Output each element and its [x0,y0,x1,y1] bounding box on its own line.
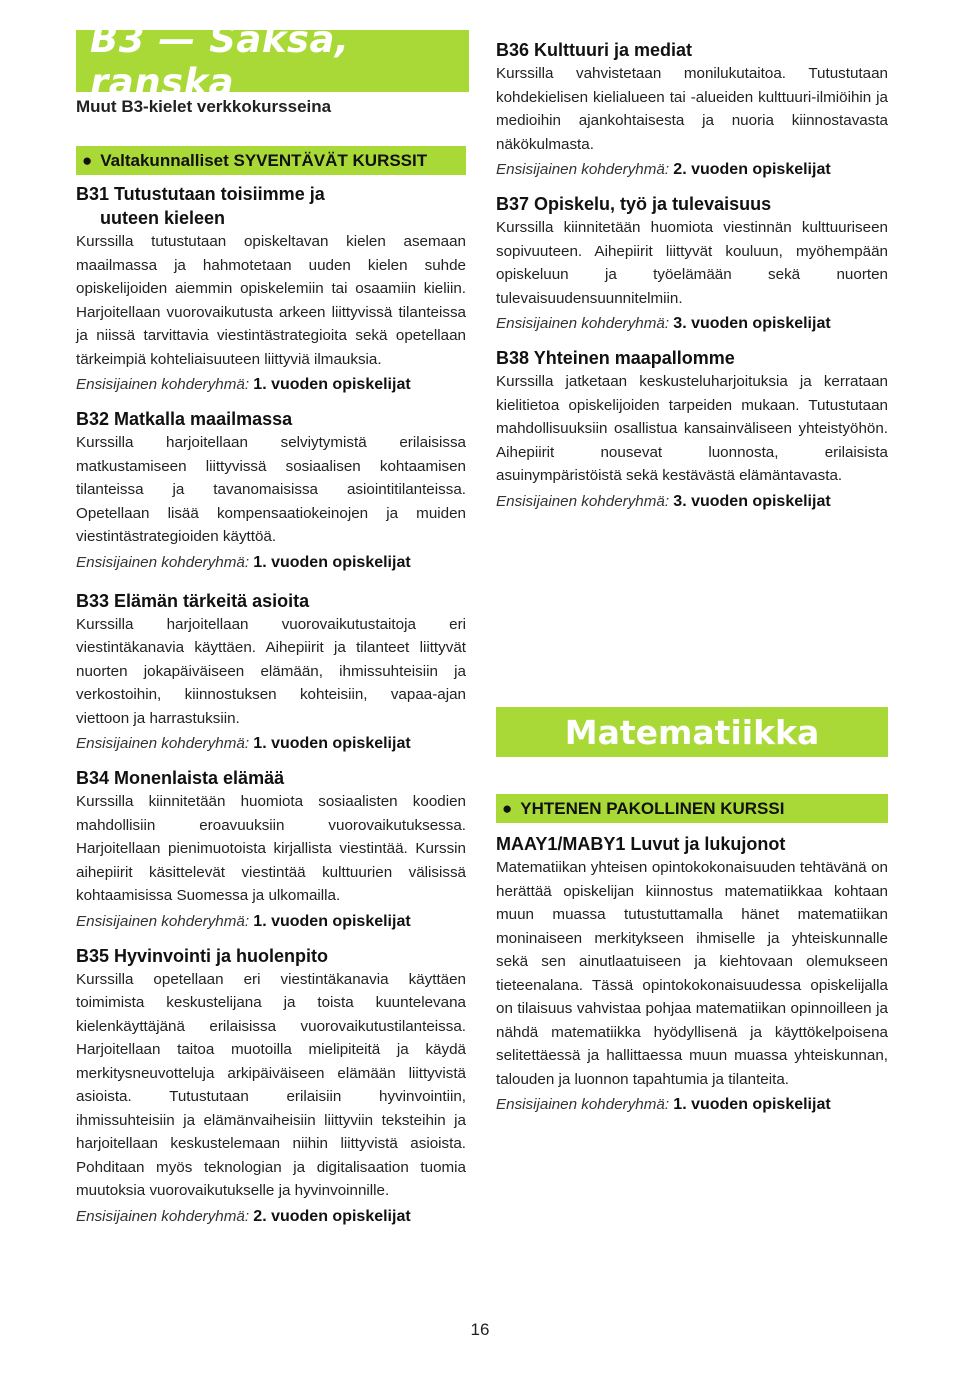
course-title: B35 Hyvinvointi ja huolenpito [76,945,329,966]
course-b38 [496,346,888,514]
course-target [76,551,466,575]
bullet-icon: ● [82,150,93,170]
banner-title: B3 — Saksa, ranska [90,18,350,104]
course-target [76,373,466,397]
course-b34 [76,766,466,934]
math-section [496,794,888,1117]
course-description: Kurssilla kiinnitetään huomiota viestinnän kulttuuriseen sopivuuteen. Aihepiirit liittyvät kouluun, myöhempään opiskeluun ja työelämään sekä nuorten tulevaisuudensuunnitelmiin. [496,219,888,307]
page-number: 16 [470,1320,490,1339]
course-target [76,1205,466,1229]
course-target [496,158,888,182]
section-header-label: Valtakunnalliset SYVENTÄVÄT KURSSIT [100,150,428,170]
target-label: Ensisijainen kohderyhmä: [496,1096,670,1113]
course-description: Kurssilla harjoitellaan vuorovaikutustaitoja eri viestintäkanavia käyttäen. Aihepiirit ja tilanteet liittyvät nuorten jokapäiväiseen elämään, ihmissuhteisiin ja verkostoihin, kiinnostuksen kohteisiin, vapaa-ajan viettoon ja harrastuksiin. [76,615,466,727]
course-title: B38 Yhteinen maapallomme [496,348,735,368]
target-label: Ensisijainen kohderyhmä: [76,912,250,930]
course-description: Kurssilla harjoitellaan selviytymistä erilaisissa matkustamiseen liittyvissä sosiaalisen kohtaamisen tilanteissa ja tavanomaisissa asiointitilanteissa. Opetellaan lisää kompensaatiokeinojen ja muiden viestintästrategioiden käyttöä. [76,434,466,545]
section-header-pakollinen [496,794,888,823]
course-b35 [76,944,466,1229]
math-banner [496,707,888,757]
course-title-line: B31 Tutustutaan toisiimme ja [76,184,325,204]
course-title [76,182,466,230]
course-target [496,490,888,514]
course-target [496,312,888,336]
course-description: Matematiikan yhteisen opintokokonaisuuden tehtävänä on herättää opiskelijan kiinnostus matematiikkaa kohtaan muun muassa tutustuttamalla hänet matematiikan moninaiseen merkitykseen ihmiselle ja yhteiskunnalle sekä sen ainutlaatuiseen ja kiehtovaan olemukseen tieteenalana. Tässä opintokokonaisuudessa opiskelijalla on tilaisuus vahvistaa pohjaa matematiikan opinnoilleen ja nähdä matematiikka hyödyllisenä ja käyttökelpoisena selitettäessä ja hallittaessa muun muassa yhteiskunnan, talouden ja luonnon tapahtumia ja tilanteita. [496,859,888,1088]
target-value: 3. vuoden opiskelijat [673,315,831,332]
target-value: 1. vuoden opiskelijat [253,376,411,393]
course-title-line: uuteen kieleen [100,208,226,228]
course-title: B32 Matkalla maailmassa [76,409,293,429]
target-label: Ensisijainen kohderyhmä: [76,735,250,752]
course-maay1 [496,832,888,1117]
course-description: Kurssilla jatketaan keskusteluharjoituksia ja kerrataan kielitietoa opiskelijoiden tarpeiden mukaan. Tutustutaan mahdollisuuksiin osallistua kansainväliseen yhteistyöhön. Aihepiirit nousevat luonnosta, erilaisista asuinympäristöistä sekä kestävästä elämäntavasta. [496,373,888,484]
section-header-syventavat [76,146,466,175]
target-value: 1. vuoden opiskelijat [253,912,411,930]
subheading: Muut B3-kielet verkkokursseina [76,97,332,116]
section-header-label: YHTENEN PAKOLLINEN KURSSI [520,798,785,818]
left-column [76,93,466,1229]
target-label: Ensisijainen kohderyhmä: [76,376,250,393]
target-value: 3. vuoden opiskelijat [673,492,831,510]
course-description: Kurssilla tutustutaan opiskeltavan kielen asemaan maailmassa ja hahmotetaan uuden kielen suhde opiskelijoiden aiemmin opiskelemiin tai osaamiin kieliin. Harjoitellaan vuorovaikutusta arkeen liittyvissä tilanteissa ja niissä tarvittavia viestintästrategioita sekä opetellaan tärkeimpiä kohteliaisuuteen liittyviä ilmauksia. [76,233,466,368]
target-label: Ensisijainen kohderyhmä: [496,492,670,510]
target-value: 2. vuoden opiskelijat [253,1207,411,1225]
course-title: MAAY1/MABY1 Luvut ja lukujonot [496,834,786,854]
course-title: B37 Opiskelu, työ ja tulevaisuus [496,194,772,214]
bullet-icon: ● [502,798,513,818]
course-title: B36 Kulttuuri ja mediat [496,40,693,60]
target-value: 2. vuoden opiskelijat [673,161,831,178]
target-value: 1. vuoden opiskelijat [253,553,411,571]
target-label: Ensisijainen kohderyhmä: [76,1207,250,1225]
target-label: Ensisijainen kohderyhmä: [76,553,250,571]
course-target [76,732,466,756]
course-target [496,1093,888,1117]
course-target [76,910,466,934]
course-b32 [76,407,466,575]
course-b36 [496,38,888,182]
course-description: Kurssilla opetellaan eri viestintäkanavia käyttäen toimimista keskustelijana ja toista kuuntelevana kielenkäyttäjänä erilaisissa vuorovaikutustilanteissa. Harjoitellaan taitoa muotoilla mielipiteitä ja käydä merkitysneuvotteluja arkipäiväiseen elämään liittyvistä asioista. Tutustutaan erilaisiin hyvinvointiin, ihmissuhteisiin ja elämänvaiheisiin liittyviin teksteihin ja harjoitellaan keskustelemaan niihin liittyvistä asioista. Pohditaan myös teknologian ja digitalisaation tuomia muutoksia vuorovaikutukselle ja hyvinvoinnille. [76,970,466,1199]
course-b31 [76,182,466,397]
target-label: Ensisijainen kohderyhmä: [496,315,670,332]
target-value: 1. vuoden opiskelijat [253,735,411,752]
math-banner-title: Matematiikka [564,712,820,752]
course-title: B34 Monenlaista elämää [76,768,285,788]
course-description: Kurssilla kiinnitetään huomiota sosiaalisten koodien mahdollisiin eroavuuksiin vuorovaikutuksessa. Harjoitellaan pienimuotoista kirjallista viestintää. Kurssin aihepiirit käsittelevät viestintää kulttuurien välisissä kohtaamisissa Suomessa ja ulkomailla. [76,793,466,904]
page-banner [76,18,469,104]
course-title: B33 Elämän tärkeitä asioita [76,590,310,611]
course-b37 [496,192,888,336]
target-value: 1. vuoden opiskelijat [673,1096,831,1113]
course-b33 [76,589,466,757]
target-label: Ensisijainen kohderyhmä: [496,161,670,178]
right-column [496,38,888,514]
course-description: Kurssilla vahvistetaan monilukutaitoa. Tutustutaan kohdekielisen kielialueen tai -alueiden kulttuuri-ilmiöihin ja medioihin ajankohtaisesta ja nuoria kiinnostavasta näkökulmasta. [496,65,888,153]
